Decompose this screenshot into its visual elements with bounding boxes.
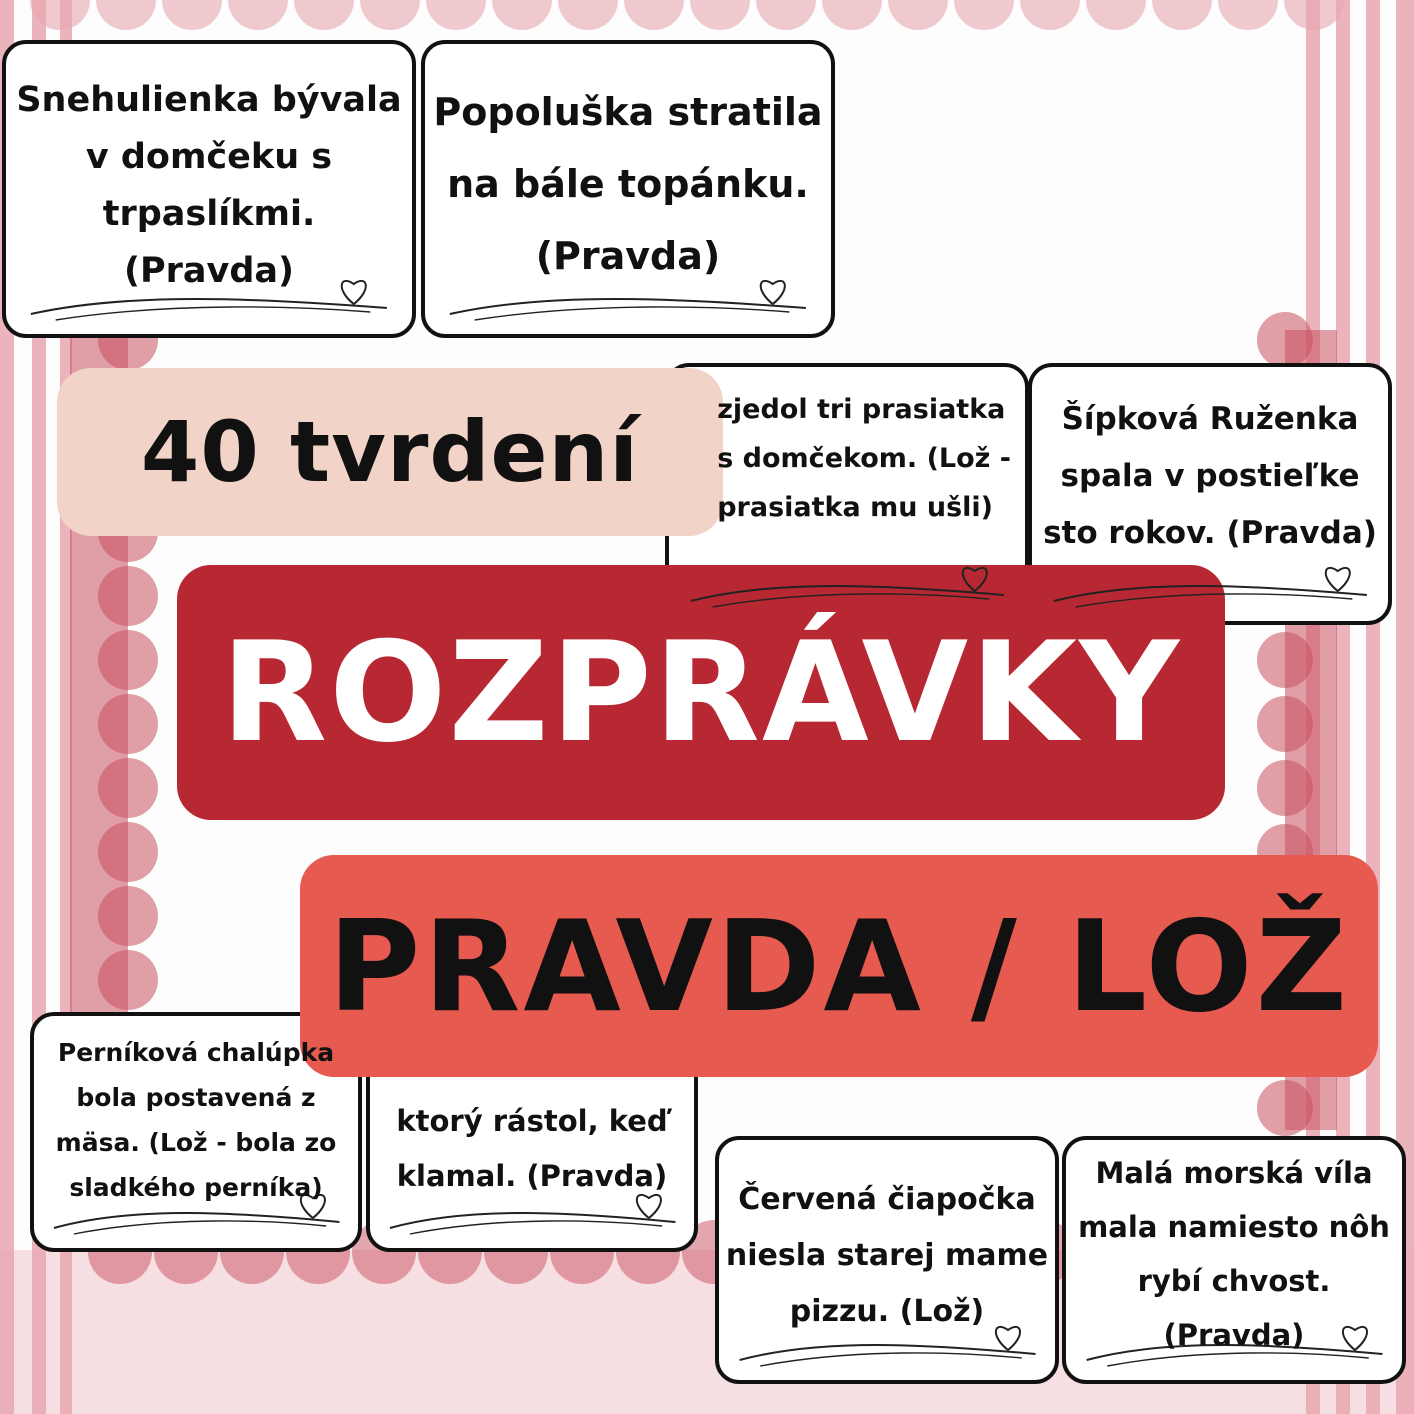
scallop [228, 0, 288, 30]
statement-count-label: 40 tvrdení [140, 403, 640, 501]
scallop [558, 0, 618, 30]
swirl-line [56, 307, 371, 320]
scallop [1218, 0, 1278, 30]
scallop [98, 950, 158, 1010]
scallop [426, 0, 486, 30]
card-text: Perníková chalúpka bola postavená z mäsa. (Lož - bola zo sladkého perníka) [55, 1038, 337, 1202]
statement-card-pinocchio [366, 1012, 698, 1252]
scallop [98, 566, 158, 626]
heart-icon [1326, 568, 1350, 591]
scallop [96, 0, 156, 30]
swirl-line [450, 299, 806, 314]
swirl-line [74, 1221, 326, 1234]
statement-card-sipkova-ruzenka [1028, 363, 1392, 625]
swirl-line [31, 299, 387, 314]
card-text: ktorý rástol, keď klamal. (Pravda) [396, 1104, 668, 1193]
scallop [1257, 1080, 1313, 1136]
statement-card-snehulienka [2, 40, 416, 338]
swirl-line [54, 1213, 340, 1228]
swirl-line [1054, 586, 1367, 601]
swirl-line [740, 1345, 1036, 1360]
scallop [1086, 0, 1146, 30]
heart-icon [963, 568, 987, 591]
statement-card-vlk [665, 363, 1029, 625]
card-text: Šípková Ruženka spala v postieľke sto rokov. (Pravda) [1043, 401, 1377, 551]
scallop [162, 0, 222, 30]
swirl-line [691, 586, 1004, 601]
scallop [98, 822, 158, 882]
swirl-line [390, 1213, 676, 1228]
card-text: Popoluška stratila na bále topánku. (Pravda) [433, 90, 823, 278]
statement-count-badge [57, 368, 723, 536]
page-subtitle: PRAVDA / LOŽ [328, 892, 1350, 1040]
scallop [1257, 696, 1313, 752]
swirl-line [475, 307, 790, 320]
scallop [1152, 0, 1212, 30]
swirl-line [713, 594, 990, 607]
scallop [98, 694, 158, 754]
swirl-line [410, 1221, 662, 1234]
scallop [1257, 632, 1313, 688]
scallop [954, 0, 1014, 30]
scallop [1257, 760, 1313, 816]
scallop [822, 0, 882, 30]
swirl-line [760, 1353, 1021, 1366]
scallop [756, 0, 816, 30]
statement-card-pernikova-chalupka [30, 1012, 362, 1252]
scallop [888, 0, 948, 30]
scallop [294, 0, 354, 30]
statement-card-cervena-ciapocka [715, 1136, 1059, 1384]
scallop [360, 0, 420, 30]
scallop [98, 758, 158, 818]
scallop [98, 886, 158, 946]
scallop [690, 0, 750, 30]
card-text: Malá morská víla mala namiesto nôh rybí chvost. (Pravda) [1078, 1156, 1390, 1352]
statement-card-mala-morska-vila [1062, 1136, 1406, 1384]
page-title: ROZPRÁVKY [220, 612, 1182, 773]
scallop [492, 0, 552, 30]
scallop [1020, 0, 1080, 30]
card-text: Červená čiapočka niesla starej mame pizzu. (Lož) [725, 1182, 1049, 1329]
card-text: Snehulienka bývala v domčeku s trpaslíkmi. (Pravda) [16, 80, 402, 291]
scallop [1257, 312, 1313, 368]
swirl-line [1076, 594, 1353, 607]
scallop [624, 0, 684, 30]
statement-card-popoluska [421, 40, 835, 338]
scallop [1284, 0, 1344, 30]
card-text: zjedol tri prasiatka s domčekom. (Lož - prasiatka mu ušli) [717, 394, 1011, 523]
scallop [98, 630, 158, 690]
